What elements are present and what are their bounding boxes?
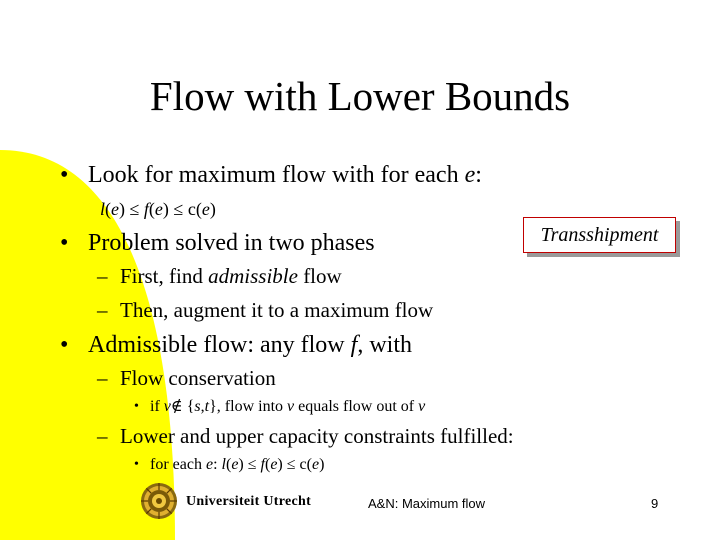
footer-center-text: A&N: Maximum flow — [368, 496, 486, 511]
transshipment-callout: Transshipment — [523, 217, 676, 253]
formula-line: l(e) ≤ f(e) ≤ c(e) — [100, 199, 216, 219]
dash-marker: – — [97, 424, 108, 448]
university-seal-icon — [139, 481, 179, 521]
bullet-2-text: Problem solved in two phases — [88, 230, 375, 256]
dash-marker: – — [97, 298, 108, 322]
bullet-dot: • — [60, 332, 69, 358]
bullet-3-text: Admissible flow: any flow f, with — [88, 332, 412, 358]
bullet-1-text: Look for maximum flow with for each e: — [88, 162, 482, 188]
bullet-3-sub-2: Lower and upper capacity constraints fulfilled: — [120, 424, 514, 448]
bullet-dot: • — [60, 230, 69, 256]
sub-bullet-dot: • — [134, 457, 139, 472]
dash-marker: – — [97, 366, 108, 390]
bullet-dot: • — [60, 162, 69, 188]
slide-title: Flow with Lower Bounds — [149, 73, 571, 119]
bullet-2-sub-1: First, find admissible flow — [120, 264, 342, 288]
dash-marker: – — [97, 264, 108, 288]
bullet-3-sub-1: Flow conservation — [120, 366, 276, 390]
bullet-3-sub-2-item: for each e: l(e) ≤ f(e) ≤ c(e) — [150, 456, 325, 473]
university-logo-text: Universiteit Utrecht — [186, 494, 312, 509]
sub-bullet-dot: • — [134, 399, 139, 414]
bullet-2-sub-2: Then, augment it to a maximum flow — [120, 298, 434, 322]
page-number: 9 — [651, 496, 659, 511]
bullet-3-sub-1-item: if v∉ {s,t}, flow into v equals flow out of v — [150, 398, 426, 415]
